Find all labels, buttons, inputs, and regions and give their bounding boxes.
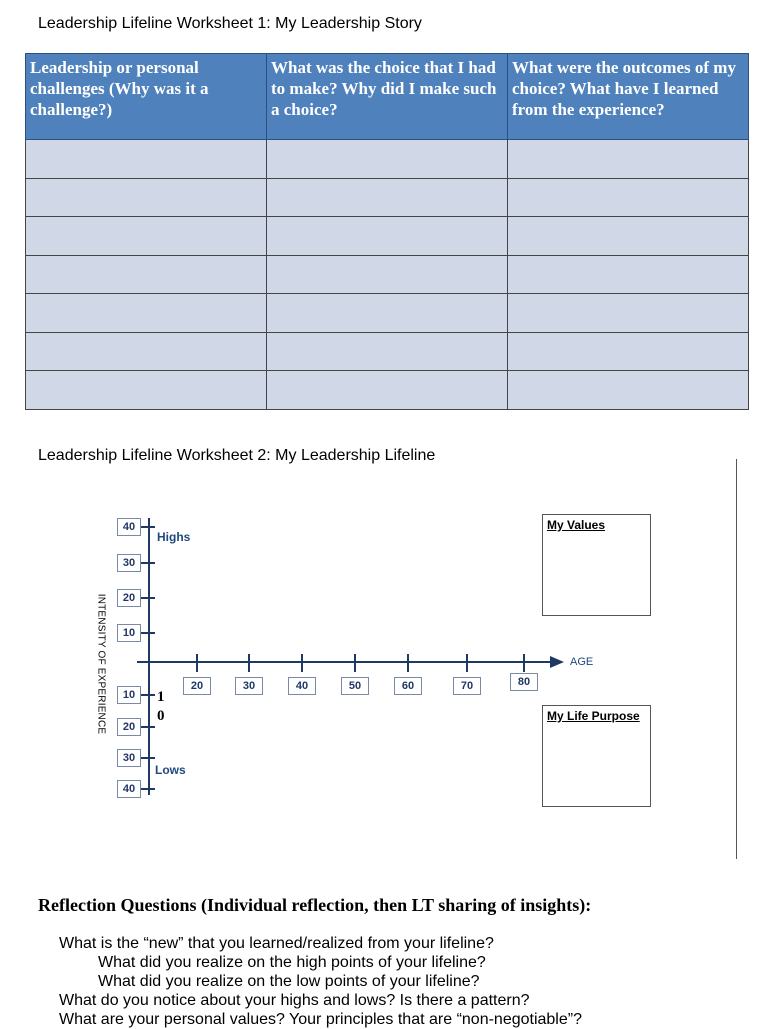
reflection-question: What do you notice about your highs and lows? Is there a pattern? — [59, 992, 530, 1009]
reflection-question: What are your personal values? Your principles that are “non-negotiable”? — [59, 1011, 582, 1028]
my-values-title: My Values — [547, 518, 606, 532]
column-header-challenges: Leadership or personal challenges (Why was it a challenge?) — [26, 54, 267, 140]
y-axis-label: INTENSITY OF EXPERIENCE — [95, 593, 107, 735]
y-tick-label: 30 — [117, 554, 141, 572]
divider-line — [736, 459, 737, 859]
x-tick-label: 20 — [183, 677, 211, 695]
y-tick-label: 30 — [117, 749, 141, 767]
x-tick-label: 80 — [510, 673, 538, 691]
worksheet2-title: Leadership Lifeline Worksheet 2: My Leadership Lifeline — [38, 447, 436, 464]
lows-label: Lows — [155, 763, 186, 777]
reflection-question: What did you realize on the low points of your lifeline? — [98, 973, 480, 990]
column-header-outcomes: What were the outcomes of my choice? What have I learned from the experience? — [508, 54, 749, 140]
y-tick-label: 20 — [117, 718, 141, 736]
y-tick-label: 20 — [117, 589, 141, 607]
y-tick-label: 10 — [117, 624, 141, 642]
my-values-box[interactable] — [542, 514, 651, 616]
x-tick-label: 30 — [235, 677, 263, 695]
x-tick-label: 50 — [341, 677, 369, 695]
x-tick-label: 70 — [453, 677, 481, 695]
x-tick-label: 60 — [394, 677, 422, 695]
y-tick-label: 10 — [117, 686, 141, 704]
reflection-question: What did you realize on the high points of your lifeline? — [98, 954, 486, 971]
reflection-question: What is the “new” that you learned/realized from your lifeline? — [59, 935, 494, 952]
y-tick-label: 40 — [117, 518, 141, 536]
column-header-choice: What was the choice that I had to make? Why did I make such a choice? — [267, 54, 508, 140]
origin-label: 10 — [157, 689, 165, 724]
x-axis-label: AGE — [570, 656, 594, 668]
reflection-heading: Reflection Questions (Individual reflection, then LT sharing of insights): — [38, 895, 592, 915]
my-life-purpose-title: My Life Purpose — [547, 709, 640, 723]
my-life-purpose-box[interactable] — [542, 705, 651, 807]
worksheet1-title: Leadership Lifeline Worksheet 1: My Leadership Story — [38, 15, 422, 32]
y-tick-label: 40 — [117, 780, 141, 798]
highs-label: Highs — [157, 530, 191, 544]
x-tick-label: 40 — [288, 677, 316, 695]
